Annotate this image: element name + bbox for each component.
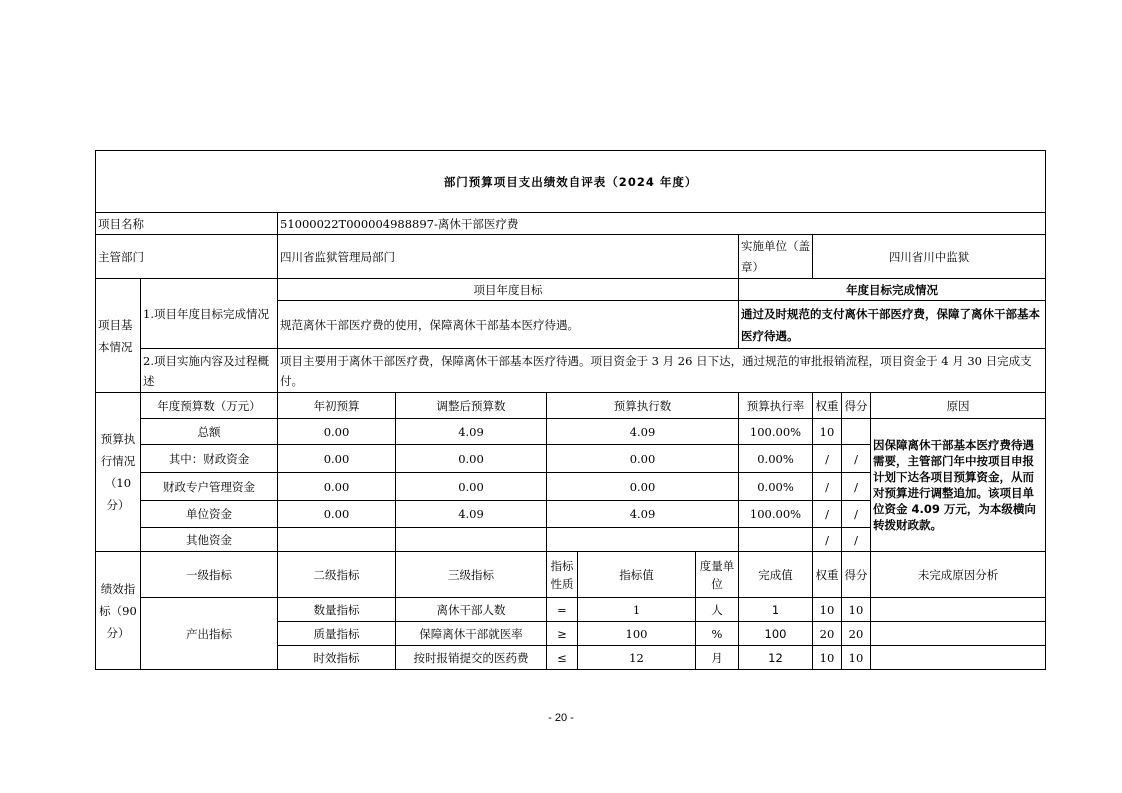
perf-header-level1: 一级指标: [141, 552, 278, 598]
perf-score: 10: [842, 646, 871, 670]
budget-score: /: [842, 528, 871, 552]
done-header: 年度目标完成情况: [739, 279, 1046, 301]
budget-item: 财政专户管理资金: [141, 473, 278, 501]
performance-row: [96, 598, 1046, 622]
perf-level2: 时效指标: [278, 646, 396, 670]
budget-executed: 0.00: [547, 445, 739, 473]
basic-section-label: 项目基本情况: [96, 279, 141, 393]
budget-rate: [739, 528, 813, 552]
perf-level2: 数量指标: [278, 598, 396, 622]
perf-header-unit: 度量单位: [696, 552, 739, 598]
perf-analysis: [871, 646, 1046, 670]
perf-nature: ≥: [547, 622, 578, 646]
perf-level3: 按时报销提交的医药费: [396, 646, 547, 670]
budget-reason: 因保障离休干部基本医疗费待遇需要，主管部门年中按项目申报计划下达各项目预算资金，从而对预算进行调整追加。该项目单位资金 4.09 万元，为本级横向转拨财政款。: [871, 419, 1046, 552]
budget-weight: /: [813, 445, 842, 473]
budget-executed: [547, 528, 739, 552]
perf-header-level3: 三级指标: [396, 552, 547, 598]
budget-adjusted: 0.00: [396, 445, 547, 473]
performance-section-label: 绩效指标（90分）: [96, 552, 141, 670]
perf-header-level2: 二级指标: [278, 552, 396, 598]
budget-section-label: 预算执行情况（10分）: [96, 393, 141, 552]
budget-item: 其他资金: [141, 528, 278, 552]
budget-header-adjusted: 调整后预算数: [396, 393, 547, 419]
budget-weight: /: [813, 501, 842, 528]
budget-executed: 0.00: [547, 473, 739, 501]
perf-unit: 人: [696, 598, 739, 622]
done-text: 通过及时规范的支付离休干部医疗费，保障了离休干部基本医疗待遇。: [739, 301, 1046, 349]
perf-analysis: [871, 598, 1046, 622]
evaluation-sheet: [95, 150, 1045, 670]
perf-target: 12: [578, 646, 696, 670]
budget-item: 其中：财政资金: [141, 445, 278, 473]
budget-rate: 100.00%: [739, 501, 813, 528]
budget-header-item: 年度预算数（万元）: [141, 393, 278, 419]
perf-header-target: 指标值: [578, 552, 696, 598]
perf-header-analysis: 未完成原因分析: [871, 552, 1046, 598]
budget-weight: /: [813, 528, 842, 552]
budget-weight: 10: [813, 419, 842, 445]
implementation-text: 项目主要用于离休干部医疗费，保障离休干部基本医疗待遇。项目资金于 3 月 26 日下达，通过规范的审批报销流程，项目资金于 4 月 30 日完成支付。: [278, 349, 1046, 393]
budget-score: /: [842, 501, 871, 528]
page-number: - 20 -: [548, 712, 574, 724]
budget-adjusted: [396, 528, 547, 552]
project-name-value: 51000022T000004988897-离休干部医疗费: [278, 213, 1046, 235]
perf-header-weight: 权重: [813, 552, 842, 598]
budget-header-reason: 原因: [871, 393, 1046, 419]
perf-analysis: [871, 622, 1046, 646]
perf-unit: %: [696, 622, 739, 646]
basic-row2-label: 2.项目实施内容及过程概述: [141, 349, 278, 393]
project-name-label: 项目名称: [96, 213, 278, 235]
perf-target: 100: [578, 622, 696, 646]
budget-executed: 4.09: [547, 419, 739, 445]
budget-item: 总额: [141, 419, 278, 445]
budget-adjusted: 4.09: [396, 501, 547, 528]
perf-weight: 10: [813, 646, 842, 670]
perf-level2: 质量指标: [278, 622, 396, 646]
budget-initial: 0.00: [278, 445, 396, 473]
budget-header-executed: 预算执行数: [547, 393, 739, 419]
perf-unit: 月: [696, 646, 739, 670]
unit-label: 实施单位（盖章）: [739, 235, 813, 279]
budget-header-initial: 年初预算: [278, 393, 396, 419]
perf-level3: 保障离休干部就医率: [396, 622, 547, 646]
budget-rate: 0.00%: [739, 445, 813, 473]
budget-adjusted: 0.00: [396, 473, 547, 501]
evaluation-table: [95, 150, 1046, 670]
perf-actual: 1: [739, 598, 813, 622]
perf-actual: 12: [739, 646, 813, 670]
perf-score: 10: [842, 598, 871, 622]
basic-row1-label: 1.项目年度目标完成情况: [141, 279, 278, 349]
perf-header-actual: 完成值: [739, 552, 813, 598]
budget-rate: 100.00%: [739, 419, 813, 445]
perf-weight: 10: [813, 598, 842, 622]
table-title: 部门预算项目支出绩效自评表（2024 年度）: [96, 151, 1046, 213]
budget-item: 单位资金: [141, 501, 278, 528]
budget-score: /: [842, 445, 871, 473]
budget-score: /: [842, 473, 871, 501]
perf-actual: 100: [739, 622, 813, 646]
budget-score: [842, 419, 871, 445]
perf-header-nature: 指标性质: [547, 552, 578, 598]
perf-nature: ≤: [547, 646, 578, 670]
perf-level1: 产出指标: [141, 598, 278, 670]
dept-value: 四川省监狱管理局部门: [278, 235, 739, 279]
dept-label: 主管部门: [96, 235, 278, 279]
perf-score: 20: [842, 622, 871, 646]
budget-initial: 0.00: [278, 501, 396, 528]
goal-text: 规范离休干部医疗费的使用，保障离休干部基本医疗待遇。: [278, 301, 739, 349]
perf-level3: 离休干部人数: [396, 598, 547, 622]
budget-initial: 0.00: [278, 473, 396, 501]
budget-executed: 4.09: [547, 501, 739, 528]
unit-value: 四川省川中监狱: [813, 235, 1046, 279]
budget-initial: 0.00: [278, 419, 396, 445]
goal-header: 项目年度目标: [278, 279, 739, 301]
budget-initial: [278, 528, 396, 552]
perf-header-score: 得分: [842, 552, 871, 598]
budget-adjusted: 4.09: [396, 419, 547, 445]
budget-header-score: 得分: [842, 393, 871, 419]
budget-rate: 0.00%: [739, 473, 813, 501]
budget-row: [96, 419, 1046, 445]
perf-weight: 20: [813, 622, 842, 646]
budget-header-weight: 权重: [813, 393, 842, 419]
perf-target: 1: [578, 598, 696, 622]
perf-nature: =: [547, 598, 578, 622]
budget-weight: /: [813, 473, 842, 501]
budget-header-rate: 预算执行率: [739, 393, 813, 419]
